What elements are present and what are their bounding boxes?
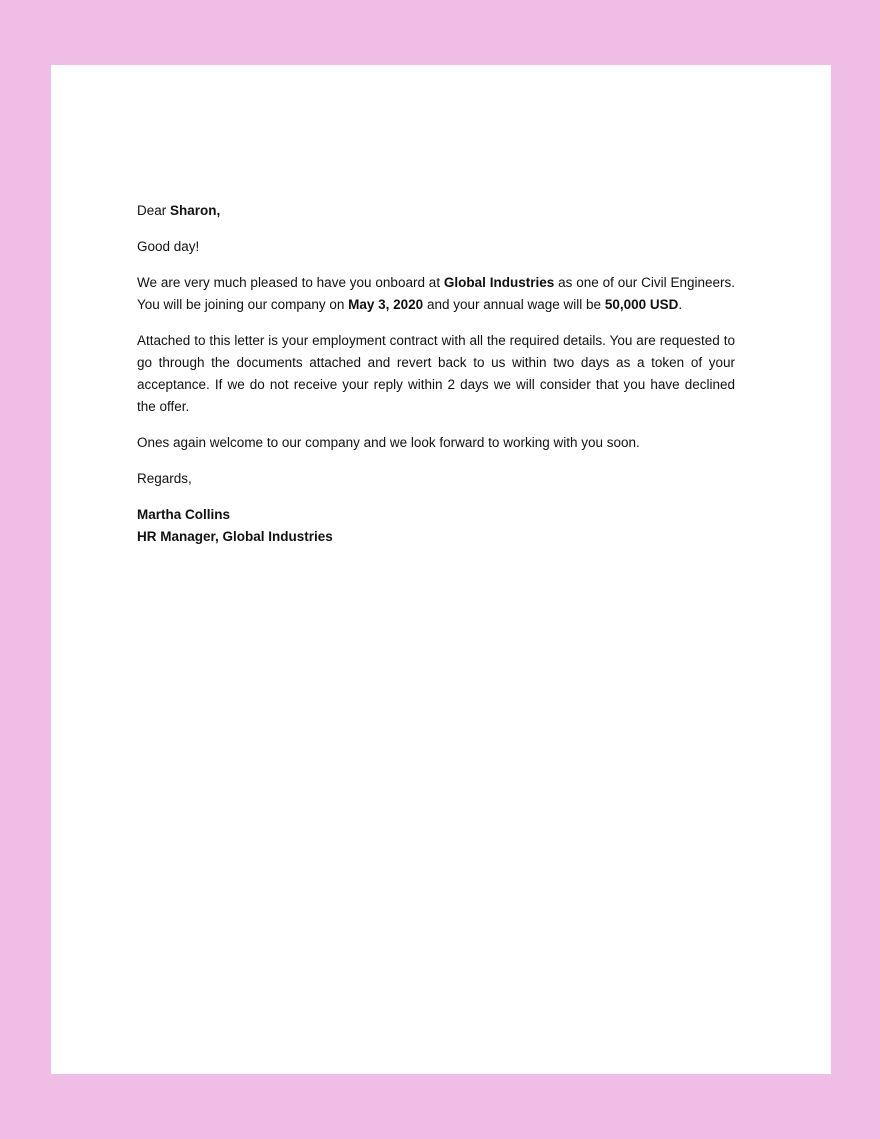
paragraph1-text-a: We are very much pleased to have you onboard at [137,275,444,290]
signature-title: HR Manager, Global Industries [137,529,333,544]
company-name: Global Industries [443,275,555,290]
start-date: May 3, 2020 [348,297,424,312]
letter-body [137,200,735,562]
letter-page [51,65,831,1074]
paragraph-onboarding [137,272,735,316]
signature-block [137,504,735,548]
paragraph-welcome: Ones again welcome to our company and we look forward to working with you soon. [137,435,640,450]
closing: Regards, [137,471,192,486]
annual-salary: 50,000 USD [604,297,679,312]
salutation-prefix: Dear [137,203,171,218]
recipient-name: Sharon, [170,203,221,218]
greeting: Good day! [137,239,200,254]
paragraph1-text-d: . [678,297,683,312]
paragraph-contract: Attached to this letter is your employment contract with all the required details. You are requested to go through the documents attached and revert back to us within two days as a token of your acceptance. If we do not receive your reply within 2 days we will consider that you have declined the offer. [137,333,735,414]
salutation [137,200,735,222]
paragraph1-text-b: as one of our Civil Engineers. You will be joining our company on [137,275,735,312]
signature-name: Martha Collins [137,507,231,522]
paragraph1-text-c: and your annual wage will be [423,297,605,312]
